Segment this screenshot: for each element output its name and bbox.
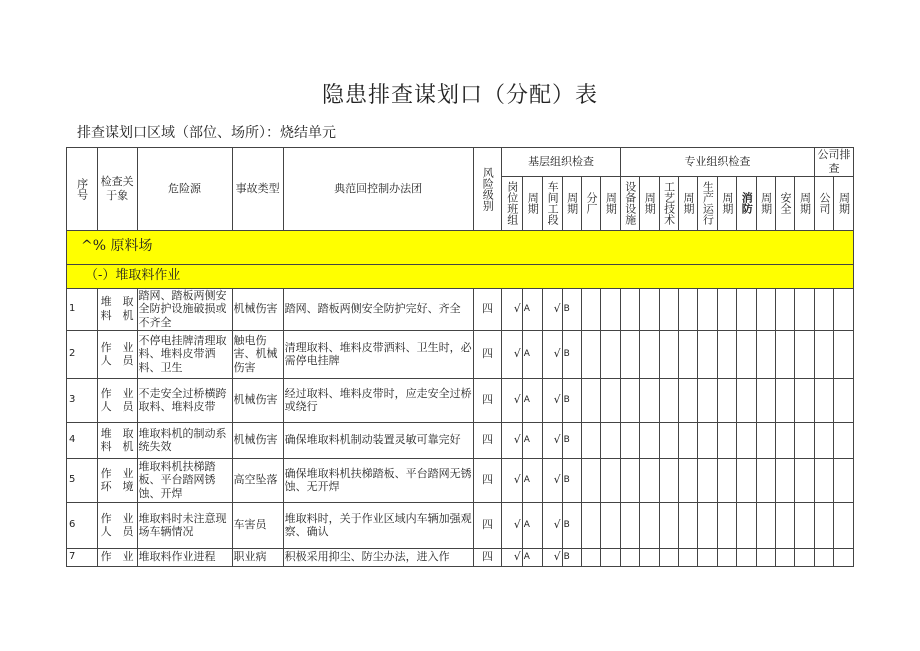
- accident-type: 触电伤害、机械伤害: [232, 330, 283, 378]
- subheader-cell: 分厂: [582, 176, 601, 230]
- subheader-cell: 设备设施: [620, 176, 639, 230]
- empty-cell: [601, 330, 620, 378]
- empty-cell: [601, 288, 620, 330]
- empty-cell: [601, 378, 620, 422]
- empty-cell: [737, 378, 756, 422]
- empty-cell: [601, 502, 620, 548]
- control-measures: 经过取料、堆料皮带时，应走安全过桥或绕行: [283, 378, 473, 422]
- hazard-source: 堆取料作业进程: [137, 548, 232, 566]
- subheader-cell: 周期: [679, 176, 698, 230]
- period-value: B: [562, 422, 581, 458]
- empty-cell: [717, 548, 736, 566]
- empty-cell: [795, 502, 815, 548]
- row-number: 4: [67, 422, 98, 458]
- empty-cell: [698, 330, 717, 378]
- check-mark: √: [502, 458, 522, 502]
- period-value: A: [522, 458, 542, 502]
- subheader-cell: 生产运行: [698, 176, 717, 230]
- empty-cell: [640, 330, 659, 378]
- period-value: A: [522, 288, 542, 330]
- risk-level: 四: [473, 548, 502, 566]
- empty-cell: [737, 422, 756, 458]
- header-risk: 风险级别: [473, 148, 502, 231]
- empty-cell: [640, 458, 659, 502]
- empty-cell: [834, 288, 854, 330]
- header-object: 检查关于象: [97, 148, 137, 231]
- empty-cell: [659, 548, 678, 566]
- empty-cell: [834, 422, 854, 458]
- hazard-table: [66, 147, 854, 567]
- subheader-cell: 岗位班组: [502, 176, 522, 230]
- empty-cell: [679, 422, 698, 458]
- row-number: 6: [67, 502, 98, 548]
- empty-cell: [601, 548, 620, 566]
- hazard-source: 堆取料机的制动系统失效: [137, 422, 232, 458]
- table-row: [67, 502, 854, 548]
- empty-cell: [640, 502, 659, 548]
- empty-cell: [620, 502, 639, 548]
- header-grassroots: 基层组织检查: [502, 148, 621, 177]
- check-mark: √: [502, 288, 522, 330]
- risk-level: 四: [473, 422, 502, 458]
- check-object: 作业: [97, 548, 137, 566]
- control-measures: 踏网、踏板两侧安全防护完好、齐全: [283, 288, 473, 330]
- check-object: 堆取料机: [97, 288, 137, 330]
- header-hazard: 危险源: [137, 148, 232, 231]
- empty-cell: [756, 548, 775, 566]
- check-object: 堆取料机: [97, 422, 137, 458]
- accident-type: 机械伤害: [232, 288, 283, 330]
- check-mark: √: [502, 378, 522, 422]
- empty-cell: [582, 548, 601, 566]
- subheader-cell: 周期: [717, 176, 736, 230]
- check-mark: √: [543, 458, 562, 502]
- hazard-source: 踏网、踏板两侧安全防护设施破损或不齐全: [137, 288, 232, 330]
- header-row-1: [67, 148, 854, 177]
- accident-type: 机械伤害: [232, 378, 283, 422]
- empty-cell: [737, 548, 756, 566]
- check-mark: √: [502, 502, 522, 548]
- empty-cell: [620, 378, 639, 422]
- empty-cell: [756, 458, 775, 502]
- risk-level: 四: [473, 378, 502, 422]
- period-value: B: [562, 330, 581, 378]
- empty-cell: [795, 378, 815, 422]
- header-seq: 序号: [67, 148, 98, 231]
- subheader-cell: 公司: [814, 176, 833, 230]
- header-accident: 事故类型: [232, 148, 283, 231]
- subheader-cell: 车间工段: [543, 176, 562, 230]
- empty-cell: [698, 548, 717, 566]
- control-measures: 确保堆取料机制动装置灵敏可靠完好: [283, 422, 473, 458]
- empty-cell: [776, 378, 795, 422]
- empty-cell: [679, 502, 698, 548]
- empty-cell: [582, 422, 601, 458]
- period-value: B: [562, 502, 581, 548]
- empty-cell: [717, 288, 736, 330]
- period-value: B: [562, 548, 581, 566]
- risk-level: 四: [473, 288, 502, 330]
- check-object: 作业人员: [97, 330, 137, 378]
- empty-cell: [640, 378, 659, 422]
- row-number: 2: [67, 330, 98, 378]
- accident-type: 高空坠落: [232, 458, 283, 502]
- hazard-source: 堆取料时未注意现场车辆情况: [137, 502, 232, 548]
- empty-cell: [601, 458, 620, 502]
- empty-cell: [659, 422, 678, 458]
- empty-cell: [776, 502, 795, 548]
- empty-cell: [814, 458, 833, 502]
- empty-cell: [659, 330, 678, 378]
- empty-cell: [620, 548, 639, 566]
- empty-cell: [776, 288, 795, 330]
- subheader-cell: 周期: [522, 176, 542, 230]
- check-mark: √: [543, 288, 562, 330]
- table-row: [67, 548, 854, 566]
- row-number: 7: [67, 548, 98, 566]
- subsection-row: [67, 264, 854, 288]
- check-object: 作业人员: [97, 502, 137, 548]
- control-measures: 堆取料时，关于作业区域内车辆加强观察、确认: [283, 502, 473, 548]
- period-value: A: [522, 502, 542, 548]
- empty-cell: [640, 548, 659, 566]
- check-object: 作业环境: [97, 458, 137, 502]
- empty-cell: [737, 330, 756, 378]
- subheader-cell: 周期: [562, 176, 581, 230]
- empty-cell: [659, 458, 678, 502]
- subheader-cell: 周期: [601, 176, 620, 230]
- check-mark: √: [543, 548, 562, 566]
- empty-cell: [756, 502, 775, 548]
- empty-cell: [640, 288, 659, 330]
- subheader-cell: 周期: [640, 176, 659, 230]
- empty-cell: [582, 458, 601, 502]
- risk-level: 四: [473, 502, 502, 548]
- empty-cell: [834, 458, 854, 502]
- row-number: 3: [67, 378, 98, 422]
- check-mark: √: [502, 548, 522, 566]
- empty-cell: [795, 288, 815, 330]
- control-measures: 确保堆取料机扶梯踏板、平台踏网无锈蚀、无开焊: [283, 458, 473, 502]
- empty-cell: [756, 330, 775, 378]
- hazard-source: 堆取料机扶梯踏板、平台踏网锈蚀、开焊: [137, 458, 232, 502]
- empty-cell: [620, 288, 639, 330]
- table-row: [67, 378, 854, 422]
- area-subtitle: 排查谋划口区域（部位、场所）：烧结单元: [77, 125, 336, 141]
- empty-cell: [834, 378, 854, 422]
- empty-cell: [679, 548, 698, 566]
- subheader-cell: 工艺技术: [659, 176, 678, 230]
- empty-cell: [620, 422, 639, 458]
- check-mark: √: [543, 378, 562, 422]
- section-stacking-reclaiming: （-）堆取料作业: [67, 264, 854, 288]
- empty-cell: [698, 502, 717, 548]
- empty-cell: [717, 378, 736, 422]
- empty-cell: [795, 548, 815, 566]
- empty-cell: [814, 422, 833, 458]
- empty-cell: [834, 330, 854, 378]
- table-row: [67, 288, 854, 330]
- accident-type: 职业病: [232, 548, 283, 566]
- period-value: A: [522, 330, 542, 378]
- empty-cell: [776, 458, 795, 502]
- subheader-cell: 周期: [834, 176, 854, 230]
- empty-cell: [756, 288, 775, 330]
- section-row: [67, 230, 854, 264]
- control-measures: 清理取料、堆料皮带洒料、卫生时，必需停电挂牌: [283, 330, 473, 378]
- empty-cell: [679, 378, 698, 422]
- empty-cell: [659, 502, 678, 548]
- check-mark: √: [502, 330, 522, 378]
- risk-level: 四: [473, 330, 502, 378]
- accident-type: 车害员: [232, 502, 283, 548]
- header-measures: 典范回控制办法团: [283, 148, 473, 231]
- empty-cell: [698, 378, 717, 422]
- empty-cell: [698, 288, 717, 330]
- subheader-cell: 安全: [776, 176, 795, 230]
- empty-cell: [601, 422, 620, 458]
- empty-cell: [795, 458, 815, 502]
- empty-cell: [814, 330, 833, 378]
- check-mark: √: [543, 502, 562, 548]
- empty-cell: [737, 458, 756, 502]
- empty-cell: [717, 330, 736, 378]
- header-professional: 专业组织检查: [620, 148, 814, 177]
- empty-cell: [814, 378, 833, 422]
- empty-cell: [795, 422, 815, 458]
- empty-cell: [795, 330, 815, 378]
- empty-cell: [582, 502, 601, 548]
- empty-cell: [620, 330, 639, 378]
- period-value: B: [562, 458, 581, 502]
- check-mark: √: [543, 330, 562, 378]
- empty-cell: [814, 288, 833, 330]
- period-value: A: [522, 548, 542, 566]
- section-raw-material-yard: ^% 原料场: [67, 230, 854, 264]
- empty-cell: [776, 422, 795, 458]
- empty-cell: [582, 378, 601, 422]
- empty-cell: [756, 378, 775, 422]
- check-mark: √: [502, 422, 522, 458]
- row-number: 5: [67, 458, 98, 502]
- row-number: 1: [67, 288, 98, 330]
- control-measures: 积极采用抑尘、防尘办法，进入作: [283, 548, 473, 566]
- empty-cell: [717, 458, 736, 502]
- table-row: [67, 330, 854, 378]
- check-mark: √: [543, 422, 562, 458]
- empty-cell: [659, 378, 678, 422]
- empty-cell: [679, 458, 698, 502]
- period-value: A: [522, 422, 542, 458]
- check-object: 作业人员: [97, 378, 137, 422]
- accident-type: 机械伤害: [232, 422, 283, 458]
- risk-level: 四: [473, 458, 502, 502]
- empty-cell: [698, 422, 717, 458]
- table-row: [67, 422, 854, 458]
- header-company: 公司排查: [814, 148, 853, 177]
- subheader-cell: 消防: [737, 176, 756, 230]
- empty-cell: [834, 502, 854, 548]
- empty-cell: [717, 422, 736, 458]
- empty-cell: [582, 330, 601, 378]
- subheader-cell: 周期: [795, 176, 815, 230]
- empty-cell: [717, 502, 736, 548]
- empty-cell: [737, 502, 756, 548]
- empty-cell: [582, 288, 601, 330]
- empty-cell: [698, 458, 717, 502]
- period-value: B: [562, 378, 581, 422]
- period-value: B: [562, 288, 581, 330]
- empty-cell: [620, 458, 639, 502]
- empty-cell: [756, 422, 775, 458]
- empty-cell: [776, 548, 795, 566]
- empty-cell: [814, 502, 833, 548]
- empty-cell: [737, 288, 756, 330]
- empty-cell: [776, 330, 795, 378]
- empty-cell: [679, 288, 698, 330]
- table-row: [67, 458, 854, 502]
- empty-cell: [679, 330, 698, 378]
- empty-cell: [640, 422, 659, 458]
- period-value: A: [522, 378, 542, 422]
- empty-cell: [834, 548, 854, 566]
- page-title: 隐患排查谋划口（分配）表: [321, 83, 598, 108]
- hazard-source: 不停电挂牌清理取料、堆料皮带洒料、卫生: [137, 330, 232, 378]
- subheader-cell: 周期: [756, 176, 775, 230]
- empty-cell: [659, 288, 678, 330]
- empty-cell: [814, 548, 833, 566]
- hazard-source: 不走安全过桥横跨取料、堆料皮带: [137, 378, 232, 422]
